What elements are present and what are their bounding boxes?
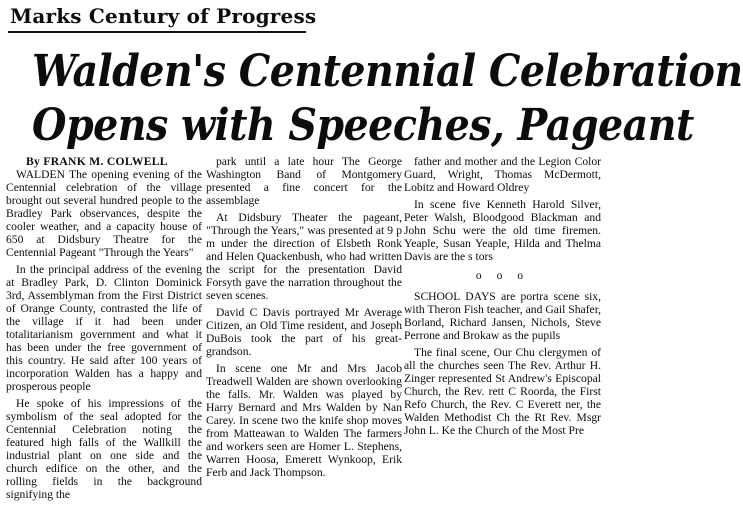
article-paragraph: The final scene, Our Chu clergymen of all the churches seen The Rev. Arthur H. Zinger represented St Andrew's Episcopal Church, the Rev. rett C Roorda, the First Refo Church, the Rev. C Everett ner, the Walden Methodist Ch the Rt Rev. Msgr John L. Ke the Church of the Most Pre	[404, 346, 601, 437]
article-column-3	[404, 155, 601, 511]
article-paragraph: In the principal address of the evening at Bradley Park, D. Clinton Dominick 3rd, Assemblyman from the First District of Orange County, contrasted the life of the village if it had been under totalitarianism government and what it has been under the free government of this country. He said after 100 years of incorporation Walden has a happy and prosperous people	[6, 263, 202, 393]
article-paragraph: In scene one Mr and Mrs Jacob Treadwell Walden are shown overlooking the falls. Mr. Walden was played by Harry Bernard and Mrs Walden by Nan Carey. In scene two the knife shop moves from Matteawan to Walden The farmers and workers seen are Homer L. Stephens, Warren Hoosa, Emerett Wynkoop, Erik Ferb and Jack Thompson.	[206, 362, 402, 479]
kicker-rule	[8, 31, 306, 33]
article-paragraph: father and mother and the Legion Color Guard, Wright, Thomas McDermott, Lobitz and Howard Oldrey	[404, 155, 601, 194]
article-paragraph: WALDEN The opening evening of the Centennial celebration of the village brought out several hundred people to the Bradley Park observances, despite the cooler weather, and a capacity house of 650 at Didsbury Theatre for the Centennial Pageant "Through the Years"	[6, 168, 202, 259]
section-separator: o o o	[475, 269, 530, 282]
byline: By FRANK M. COLWELL	[26, 155, 168, 168]
headline-line-1: Walden's Centennial Celebration	[32, 46, 743, 97]
article-paragraph: David C Davis portrayed Mr Average Citizen, an Old Time resident, and Joseph DuBois took the part of his great-grandson.	[206, 306, 402, 358]
article-paragraph: He spoke of his impressions of the symbolism of the seal adopted for the Centennial Celebration noting the featured high falls of the Wallkill the industrial plant on one side and the church edifice on the other, and the rolling fields in the background signifying the	[6, 397, 202, 501]
article-column-1	[6, 155, 202, 511]
article-paragraph: In scene five Kenneth Harold Silver, Peter Walsh, Bloodgood Blackman and John Schu were the old time firemen. Yeaple, Susan Yeaple, Hilda and Thelma Davis are the s tors	[404, 198, 601, 263]
article-paragraph: park until a late hour The George Washington Band of Montgomery presented a fine concert for the assemblage	[206, 155, 402, 207]
article-column-2	[206, 155, 402, 511]
headline-line-2: Opens with Speeches, Pageant	[32, 100, 694, 151]
article-paragraph: SCHOOL DAYS are portra scene six, with Theron Fish teacher, and Gail Shafer, Borland, Richard Jansen, Nichols, Steve Perrone and Brokaw as the pupils	[404, 290, 601, 342]
kicker-title: Marks Century of Progress	[10, 4, 317, 28]
article-paragraph: At Didsbury Theater the pageant, "Through the Years," was presented at 9 p m under the direction of Elsbeth Ronk and Helen Quackenbush, who had written the script for the presentation David Forsyth gave the narration throughout the seven scenes.	[206, 211, 402, 302]
